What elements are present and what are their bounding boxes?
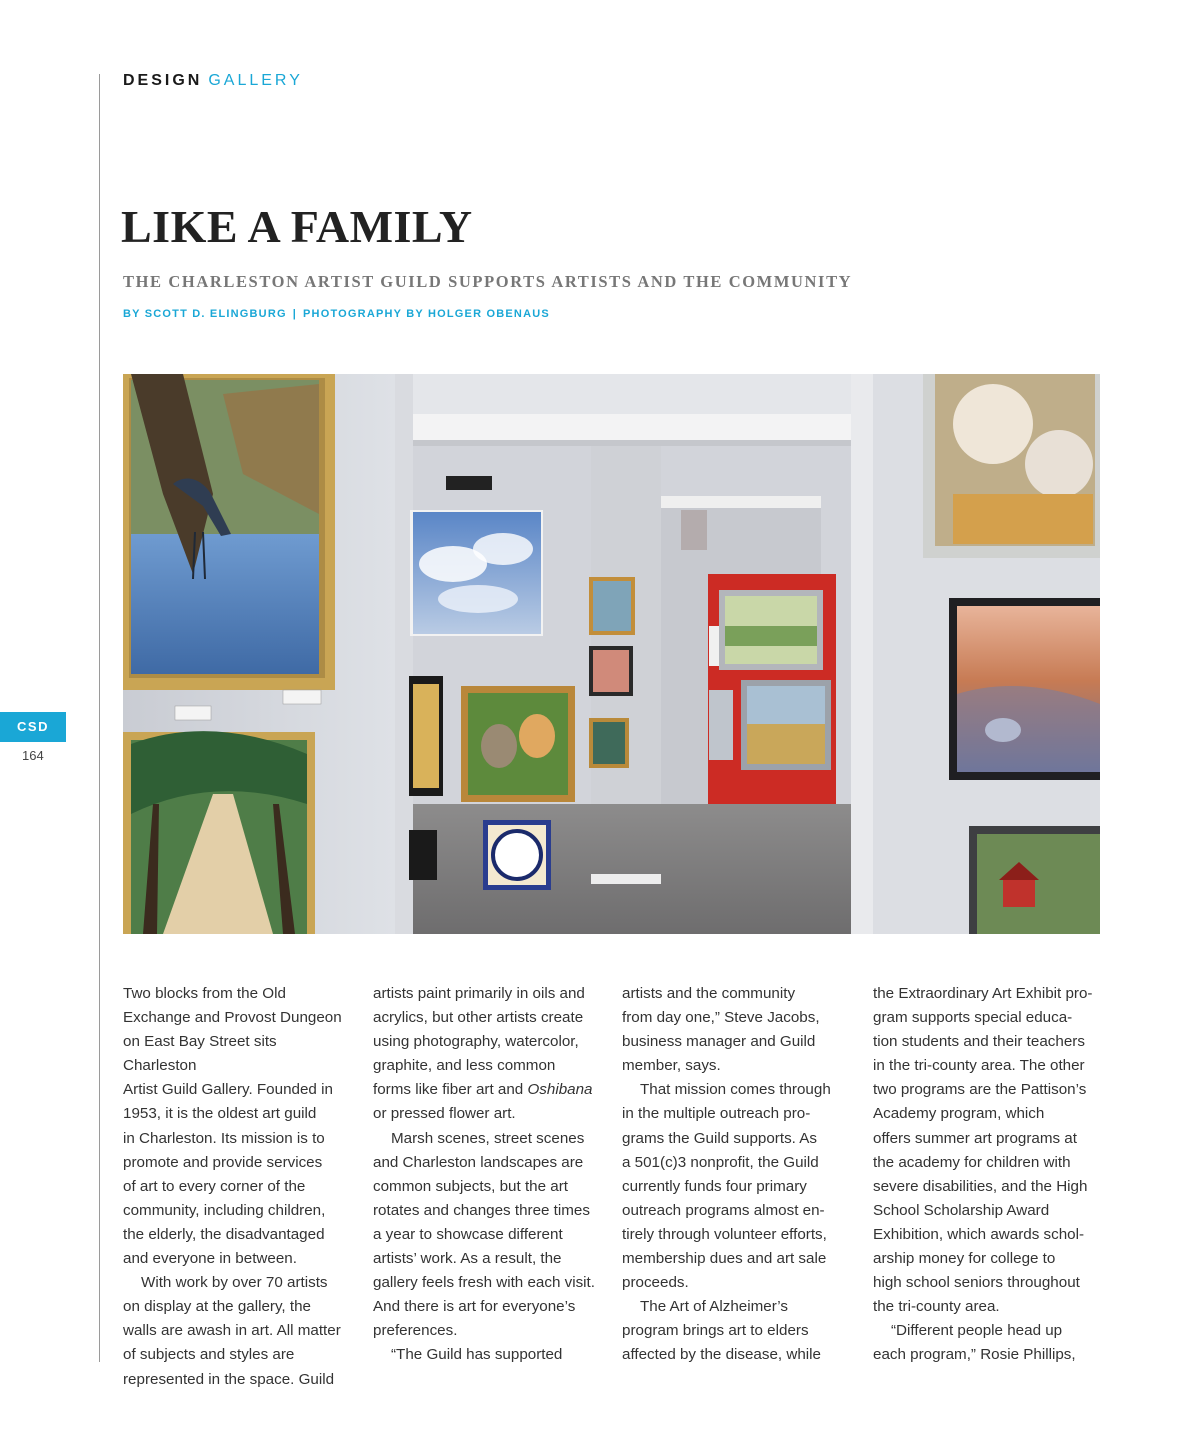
section-header xyxy=(123,72,303,90)
italic-term: Oshibana xyxy=(527,1081,593,1099)
line: program brings art to elders xyxy=(622,1322,809,1340)
line: Marsh scenes, street scenes xyxy=(391,1129,585,1147)
line: Exhibition, which awards schol- xyxy=(873,1225,1085,1243)
body-column-4 xyxy=(873,982,1103,1368)
paragraph xyxy=(622,1295,852,1367)
section-keyword: DESIGN xyxy=(123,72,203,89)
line: School Scholarship Award xyxy=(873,1201,1050,1219)
line: and Charleston landscapes are xyxy=(373,1153,584,1171)
magazine-section-tab: CSD xyxy=(0,712,66,742)
line: in Charleston. Its mission is to xyxy=(123,1129,325,1147)
line: common subjects, but the art xyxy=(373,1177,568,1195)
line: walls are awash in art. All matter xyxy=(123,1322,341,1340)
line: and everyone in between. xyxy=(123,1250,297,1268)
line: Academy program, which xyxy=(873,1105,1045,1123)
line: tirely through volunteer efforts, xyxy=(622,1225,827,1243)
line: tion students and their teachers xyxy=(873,1033,1085,1051)
line: a year to showcase different xyxy=(373,1225,563,1243)
line: Artist Guild Gallery. Founded in xyxy=(123,1081,333,1099)
line: gallery feels fresh with each visit. xyxy=(373,1274,595,1292)
paragraph xyxy=(123,982,353,1271)
line: community, including children, xyxy=(123,1201,326,1219)
line: on display at the gallery, the xyxy=(123,1298,311,1316)
paragraph xyxy=(873,982,1103,1319)
paragraph xyxy=(373,1127,603,1344)
line: outreach programs almost en- xyxy=(622,1201,825,1219)
line: 1953, it is the oldest art guild xyxy=(123,1105,317,1123)
line: in the tri-county area. The other xyxy=(873,1057,1085,1075)
line: of subjects and styles are xyxy=(123,1346,295,1364)
paragraph xyxy=(373,1343,603,1367)
byline xyxy=(123,308,550,320)
line: currently funds four primary xyxy=(622,1177,807,1195)
body-column-2 xyxy=(373,982,603,1368)
gallery-interior-illustration xyxy=(123,374,1100,934)
line: member, says. xyxy=(622,1057,721,1075)
line: grams the Guild supports. As xyxy=(622,1129,817,1147)
line: proceeds. xyxy=(622,1274,689,1292)
paragraph xyxy=(622,982,852,1078)
line: gram supports special educa- xyxy=(873,1009,1073,1027)
line: two programs are the Pattison’s xyxy=(873,1081,1087,1099)
body-column-3 xyxy=(622,982,852,1368)
line: offers summer art programs at xyxy=(873,1129,1077,1147)
line: the elderly, the disadvantaged xyxy=(123,1225,325,1243)
article-title: LIKE A FAMILY xyxy=(121,201,473,252)
line: rotates and changes three times xyxy=(373,1201,590,1219)
paragraph xyxy=(622,1078,852,1295)
line: promote and provide services xyxy=(123,1153,323,1171)
line: a 501(c)3 nonprofit, the Guild xyxy=(622,1153,819,1171)
margin-rule xyxy=(99,74,100,1362)
line: “The Guild has supported xyxy=(391,1346,563,1364)
line: affected by the disease, while xyxy=(622,1346,821,1364)
line: business manager and Guild xyxy=(622,1033,816,1051)
article-body xyxy=(123,982,1100,1388)
line: arship money for college to xyxy=(873,1250,1056,1268)
line: And there is art for everyone’s xyxy=(373,1298,576,1316)
line: artists’ work. As a result, the xyxy=(373,1250,562,1268)
line: Exchange and Provost Dungeon xyxy=(123,1009,342,1027)
gallery-photo xyxy=(123,374,1100,934)
line: the tri-county area. xyxy=(873,1298,1000,1316)
line: artists paint primarily in oils and xyxy=(373,985,585,1002)
line: Two blocks from the Old xyxy=(123,985,286,1002)
line: on East Bay Street sits Charleston xyxy=(123,1033,277,1075)
line: using photography, watercolor, xyxy=(373,1033,579,1051)
line: of art to every corner of the xyxy=(123,1177,306,1195)
line: artists and the community xyxy=(622,985,796,1002)
line: represented in the space. Guild xyxy=(123,1370,335,1388)
line: graphite, and less common xyxy=(373,1057,556,1075)
line: forms like fiber art and xyxy=(373,1081,528,1099)
line: each program,” Rosie Phillips, xyxy=(873,1346,1076,1364)
line: membership dues and art sale xyxy=(622,1250,827,1268)
byline-separator: | xyxy=(292,308,298,320)
line: The Art of Alzheimer’s xyxy=(640,1298,789,1316)
line: or pressed flower art. xyxy=(373,1105,516,1123)
article-subtitle: THE CHARLESTON ARTIST GUILD SUPPORTS ARTISTS AND THE COMMUNITY xyxy=(123,272,853,291)
line: acrylics, but other artists create xyxy=(373,1009,584,1027)
page-number: 164 xyxy=(22,748,44,763)
line: the Extraordinary Art Exhibit pro- xyxy=(873,985,1093,1002)
line: in the multiple outreach pro- xyxy=(622,1105,811,1123)
line: the academy for children with xyxy=(873,1153,1071,1171)
photographer-credit: PHOTOGRAPHY BY HOLGER OBENAUS xyxy=(303,308,550,320)
line: from day one,” Steve Jacobs, xyxy=(622,1009,820,1027)
gallery-name-plaque xyxy=(446,476,492,490)
section-category: GALLERY xyxy=(208,72,303,89)
line: That mission comes through xyxy=(640,1081,831,1099)
line: preferences. xyxy=(373,1322,458,1340)
line: severe disabilities, and the High xyxy=(873,1177,1088,1195)
paragraph xyxy=(873,1319,1103,1367)
line: high school seniors throughout xyxy=(873,1274,1080,1292)
line: “Different people head up xyxy=(891,1322,1063,1340)
body-column-1 xyxy=(123,982,353,1392)
author-credit: BY SCOTT D. ELINGBURG xyxy=(123,308,287,320)
paragraph xyxy=(123,1271,353,1391)
paragraph xyxy=(373,982,603,1127)
line: With work by over 70 artists xyxy=(141,1274,328,1292)
